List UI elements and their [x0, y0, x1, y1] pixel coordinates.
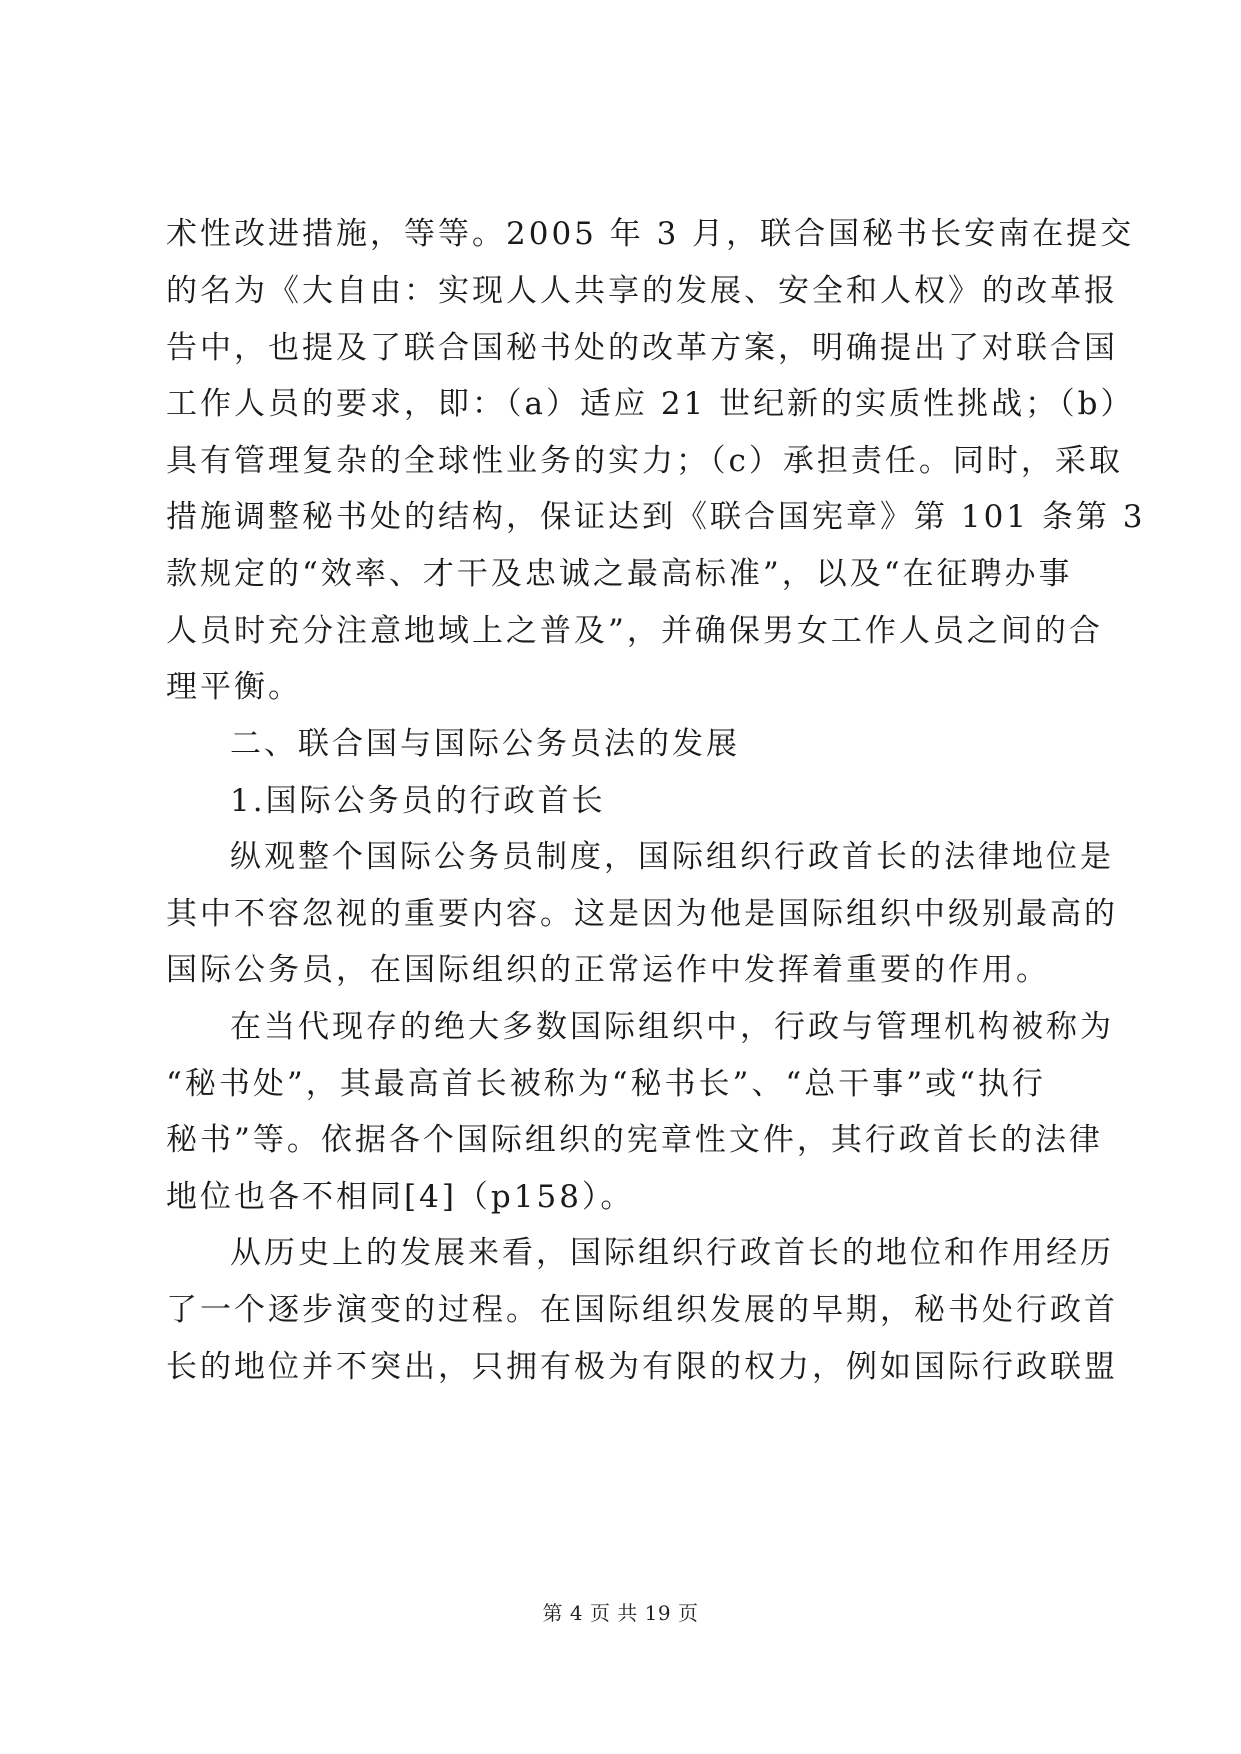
text-line: 措施调整秘书处的结构，保证达到《联合国宪章》第 101 条第 3 [166, 499, 1146, 535]
text-line: “秘书处”，其最高首长被称为“秘书长”、“总干事”或“执行 [166, 1066, 1046, 1102]
text-line: 人员时充分注意地域上之普及”，并确保男女工作人员之间的合 [166, 613, 1103, 649]
text-line: 款规定的“效率、才干及忠诚之最高标准”，以及“在征聘办事 [166, 556, 1073, 592]
text-line: 术性改进措施，等等。2005 年 3 月，联合国秘书长安南在提交 [166, 216, 1135, 252]
text-line: 秘书”等。依据各个国际组织的宪章性文件，其行政首长的法律 [166, 1122, 1103, 1158]
text-line: 在当代现存的绝大多数国际组织中，行政与管理机构被称为 [230, 1009, 1114, 1045]
text-line: 具有管理复杂的全球性业务的实力；（c）承担责任。同时，采取 [166, 443, 1123, 479]
text-line: 理平衡。 [166, 669, 302, 705]
subsection-heading: 1.国际公务员的行政首长 [230, 783, 606, 819]
text-line: 纵观整个国际公务员制度，国际组织行政首长的法律地位是 [230, 839, 1114, 875]
page-footer: 第 4 页 共 19 页 [542, 1601, 699, 1625]
text-line: 地位也各不相同[4]（p158）。 [166, 1179, 635, 1215]
text-line: 从历史上的发展来看，国际组织行政首长的地位和作用经历 [230, 1235, 1114, 1271]
text-line: 了一个逐步演变的过程。在国际组织发展的早期，秘书处行政首 [166, 1292, 1118, 1328]
text-line: 国际公务员，在国际组织的正常运作中发挥着重要的作用。 [166, 952, 1050, 988]
text-line: 工作人员的要求，即：（a）适应 21 世纪新的实质性挑战；（b） [166, 386, 1135, 422]
section-heading: 二、联合国与国际公务员法的发展 [230, 726, 740, 762]
text-line: 长的地位并不突出，只拥有极为有限的权力，例如国际行政联盟 [166, 1349, 1118, 1385]
text-line: 告中，也提及了联合国秘书处的改革方案，明确提出了对联合国 [166, 330, 1118, 366]
text-line: 其中不容忽视的重要内容。这是因为他是国际组织中级别最高的 [166, 896, 1118, 932]
text-line: 的名为《大自由：实现人人共享的发展、安全和人权》的改革报 [166, 273, 1118, 309]
